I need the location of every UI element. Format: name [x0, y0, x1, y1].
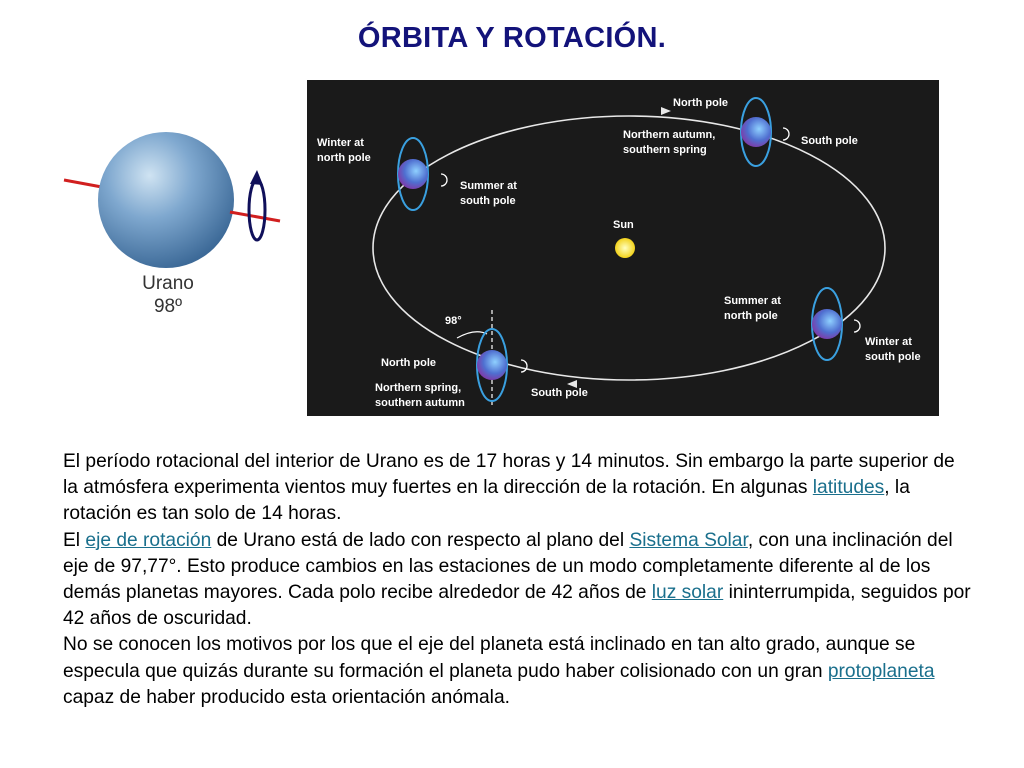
orbit-diagram [307, 80, 939, 416]
label-winter-north-1: Winter at [317, 137, 364, 149]
label-winter-north-2: north pole [317, 152, 371, 164]
spin-icon [854, 320, 860, 332]
link-luz-solar[interactable]: luz solar [651, 582, 724, 604]
text-segment: , con una inclinación del eje de 97,77°. Esto produce cambios en las estaciones de un modo completamente diferente al de los demás planetas mayores. Cada polo recibe alrededor de 42 años de [63, 529, 953, 604]
page-title: ÓRBITA Y ROTACIÓN. [357, 22, 667, 54]
label-south-pole-bottom: South pole [531, 387, 588, 399]
uranus-caption [108, 272, 228, 318]
sun-label: Sun [613, 219, 634, 231]
label-angle: 98° [445, 315, 462, 327]
uranus-icon [398, 159, 428, 189]
label-winter-south-2: south pole [865, 351, 921, 363]
text-segment: El período rotacional del interior de Urano es de 17 horas y 14 minutos. Sin embargo la parte superior de la atmósfera experimenta vientos muy fuertes en la dirección de la rotación. En algunas [63, 451, 955, 499]
uranus-icon [741, 117, 771, 147]
spin-icon [783, 128, 789, 140]
link-protoplaneta[interactable]: protoplaneta [827, 660, 935, 682]
uranus-tilt-value: 98º [153, 296, 183, 317]
link-latitudes[interactable]: latitudes [812, 477, 885, 499]
label-winter-south-1: Winter at [865, 336, 912, 348]
text-segment: capaz de haber producido esta orientación anómala. [63, 686, 510, 708]
label-summer-north-2: north pole [724, 310, 778, 322]
label-northern-autumn-2: southern spring [623, 144, 707, 156]
text-segment: , la rotación es tan solo de 14 horas. [63, 477, 910, 525]
uranus-icon [812, 309, 842, 339]
sun-icon [615, 238, 635, 258]
link-eje-de-rotacion[interactable]: eje de rotación [85, 529, 212, 551]
paragraph-rotation-period [63, 449, 973, 528]
rotation-direction-icon [249, 180, 265, 240]
uranus-name: Urano [142, 273, 194, 294]
spin-icon [521, 360, 527, 372]
paragraph-origin [63, 632, 973, 711]
label-summer-north-1: Summer at [724, 295, 781, 307]
orbit-arrow-top-icon [661, 107, 671, 115]
text-segment: No se conocen los motivos por los que el eje del planeta está inclinado en tan alto grado, aunque se especula que quizás durante su formación el planeta pudo haber colisionado con un gran [63, 634, 916, 682]
label-northern-spring-2: southern autumn [375, 397, 465, 409]
uranus-planet-icon [98, 132, 234, 268]
label-north-pole-bottom: North pole [381, 357, 436, 369]
label-north-pole-top: North pole [673, 97, 728, 109]
text-segment: ininterrumpida, seguidos por 42 años de oscuridad. [63, 582, 971, 630]
label-northern-spring-1: Northern spring, [375, 382, 462, 394]
body-text [63, 449, 973, 711]
text-segment: El [63, 529, 86, 551]
label-summer-south-1: Summer at [460, 180, 517, 192]
label-summer-south-2: south pole [460, 195, 516, 207]
planet-left [398, 138, 447, 210]
spin-icon [441, 174, 447, 186]
uranus-icon [477, 350, 507, 380]
planet-bottom [457, 310, 527, 406]
text-segment: de Urano está de lado con respecto al plano del [211, 529, 630, 551]
planet-right [812, 288, 860, 360]
label-south-pole-top: South pole [801, 135, 858, 147]
rotation-arrow-icon [250, 170, 263, 185]
label-northern-autumn-1: Northern autumn, [623, 129, 716, 141]
paragraph-axis [63, 528, 973, 633]
rotation-axis-right [230, 212, 280, 221]
planet-top-right [741, 98, 789, 166]
link-sistema-solar[interactable]: Sistema Solar [629, 529, 748, 551]
